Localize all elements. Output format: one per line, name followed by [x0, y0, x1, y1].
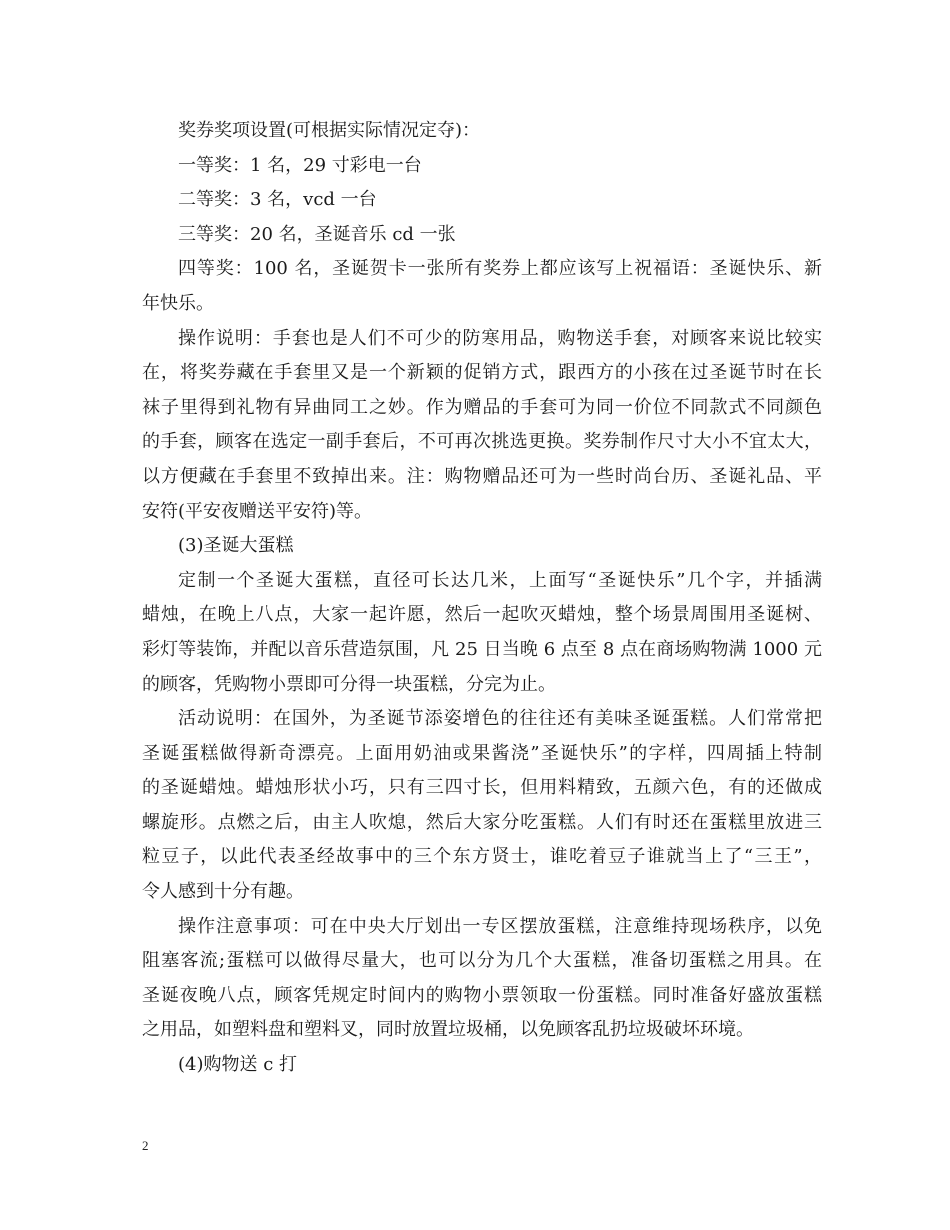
text-line: 圣诞蛋糕做得新奇漂亮。上面用奶油或果酱浇”圣诞快乐”的字样，四周插上特制 [142, 742, 822, 764]
text-line: 的顾客，凭购物小票即可分得一块蛋糕，分完为止。 [142, 673, 556, 695]
text-line: 在，将奖券藏在手套里又是一个新颖的促销方式，跟西方的小孩在过圣诞节时在长 [142, 362, 822, 384]
text-line: 令人感到十分有趣。 [142, 881, 304, 903]
text-line: 四等奖：100 名，圣诞贺卡一张所有奖券上都应该写上祝福语：圣诞快乐、新 [178, 258, 822, 280]
text-line: 之用品，如塑料盘和塑料叉，同时放置垃圾桶，以免顾客乱扔垃圾破坏环境。 [142, 1019, 754, 1041]
text-line: (3)圣诞大蛋糕 [178, 535, 294, 557]
text-line: 的手套，顾客在选定一副手套后，不可再次挑选更换。奖券制作尺寸大小不宜太大， [142, 431, 822, 453]
text-line: 螺旋形。点燃之后，由主人吹熄，然后大家分吃蛋糕。人们有时还在蛋糕里放进三 [142, 811, 822, 833]
text-line: 奖券奖项设置(可根据实际情况定夺)： [178, 120, 481, 141]
text-line: 三等奖：20 名，圣诞音乐 cd 一张 [178, 223, 456, 245]
text-line: 操作注意事项：可在中央大厅划出一专区摆放蛋糕，注意维持现场秩序，以免 [178, 915, 822, 937]
text-line: 年快乐。 [142, 292, 214, 314]
text-line: 圣诞夜晚八点，顾客凭规定时间内的购物小票领取一份蛋糕。同时准备好盛放蛋糕 [142, 984, 822, 1006]
text-line: (4)购物送 c 打 [178, 1054, 298, 1076]
page-number: 2 [142, 1138, 149, 1153]
document-body [142, 114, 822, 1083]
text-line: 彩灯等装饰，并配以音乐营造氛围，凡 25 日当晚 6 点至 8 点在商场购物满 1000 元 [142, 638, 822, 660]
text-line: 以方便藏在手套里不致掉出来。注：购物赠品还可为一些时尚台历、圣诞礼品、平 [142, 465, 822, 487]
text-line: 一等奖：1 名，29 寸彩电一台 [178, 154, 422, 176]
text-line: 阻塞客流;蛋糕可以做得尽量大，也可以分为几个大蛋糕，准备切蛋糕之用具。在 [142, 950, 822, 972]
text-line: 安符(平安夜赠送平安符)等。 [142, 500, 373, 522]
text-line: 袜子里得到礼物有异曲同工之妙。作为赠品的手套可为同一价位不同款式不同颜色 [142, 396, 822, 418]
text-line: 二等奖：3 名，vcd 一台 [178, 189, 377, 211]
text-line: 蜡烛，在晚上八点，大家一起许愿，然后一起吹灭蜡烛，整个场景周围用圣诞树、 [142, 604, 822, 626]
text-line: 活动说明：在国外，为圣诞节添姿增色的往往还有美味圣诞蛋糕。人们常常把 [178, 708, 822, 730]
text-line: 操作说明：手套也是人们不可少的防寒用品，购物送手套，对顾客来说比较实 [178, 327, 822, 349]
text-line: 定制一个圣诞大蛋糕，直径可长达几米，上面写“圣诞快乐”几个字，并插满 [178, 569, 822, 591]
text-line: 的圣诞蜡烛。蜡烛形状小巧，只有三四寸长，但用料精致，五颜六色，有的还做成 [142, 777, 822, 799]
text-line: 粒豆子，以此代表圣经故事中的三个东方贤士，谁吃着豆子谁就当上了“三王”， [142, 846, 822, 868]
